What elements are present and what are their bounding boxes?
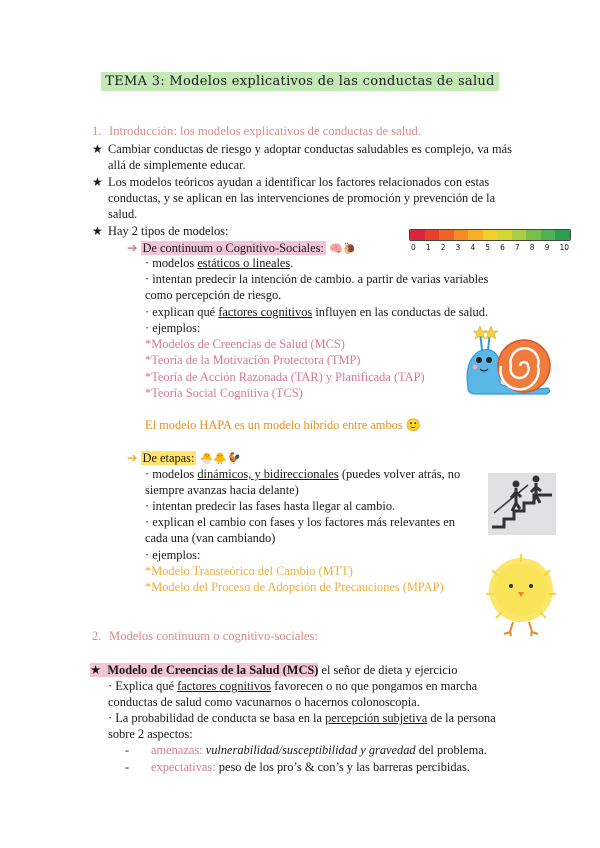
continuum-l3-post: influyen en las conductas de salud. — [312, 305, 489, 319]
stages-example-2: *Modelo del Proceso de Adopción de Precauciones (MPAP) — [145, 580, 444, 594]
scale-numbers — [409, 243, 571, 252]
mcs-p1-pre: · Explica qué — [108, 679, 178, 693]
bullet-1-line-1: Cambiar conductas de riesgo y adoptar conductas saludables es complejo, va más — [108, 142, 512, 156]
continuum-heading — [127, 240, 356, 256]
star-bullet-icon: ★ — [92, 224, 103, 238]
continuum-example-4: *Teoría Social Cognitiva (TCS) — [145, 386, 303, 400]
mcs-p2-pre: · La probabilidad de conducta se basa en la — [108, 711, 326, 725]
mcs-line — [90, 662, 457, 678]
arrow-right-icon: ➔ — [127, 241, 138, 255]
continuum-l1-underlined: estáticos o lineales — [197, 256, 291, 270]
section-1-number: 1. — [92, 124, 102, 138]
mcs-p2 — [108, 711, 496, 726]
mcs-dash-2 — [125, 760, 470, 775]
scale-segment — [439, 230, 454, 240]
mcs-dash-1 — [125, 743, 487, 758]
dash-bullet: - — [125, 760, 130, 774]
continuum-line-2b: como percepción de riesgo. — [145, 288, 282, 302]
scale-number: 9 — [544, 243, 550, 252]
stages-l1-pre: · modelos — [145, 467, 198, 481]
continuum-line-3 — [145, 305, 488, 320]
section-2-title: Modelos continuum o cognitivo-sociales: — [109, 629, 318, 643]
hapa-note: El modelo HAPA es un modelo híbrido entre ambos 🙂 — [145, 418, 422, 432]
expectations-post: peso de los pro’s & con’s y las barreras percibidas. — [215, 760, 470, 774]
bullet-2-line-2: conductas, y se aplican en las intervenciones de promoción y prevención de la — [108, 191, 496, 205]
continuum-l1-pre: · modelos — [145, 256, 198, 270]
mcs-p2b: sobre 2 aspectos: — [108, 727, 193, 741]
mcs-p1b: conductas de salud como vacunarnos o hacernos colonoscopia. — [108, 695, 420, 709]
continuum-line-2a: · intentan predecir la intención de cambio. a partir de varias variables — [145, 272, 489, 286]
continuum-l3-pre: · explican qué — [145, 305, 219, 319]
stages-example-1: *Modelo Transteórico del Cambio (MTT) — [145, 564, 353, 578]
chicks-emoji: 🐣🐥🐓 — [199, 453, 241, 465]
mcs-p1 — [108, 679, 477, 694]
continuum-l1-post: . — [290, 256, 294, 270]
threats-label: amenazas: — [151, 743, 203, 757]
dash-bullet: - — [125, 743, 130, 757]
scale-number: 7 — [514, 243, 520, 252]
scale-number: 0 — [411, 243, 416, 252]
mcs-p1-post: favorecen o no que pongamos en marcha — [271, 679, 478, 693]
scale-segment — [541, 230, 556, 240]
continuum-example-3: *Teoría de Acción Razonada (TAR) y Planificada (TAP) — [145, 370, 425, 384]
bullet-2-line-3: salud. — [108, 207, 138, 221]
stages-line-1b: siempre avanzas hacia delante) — [145, 483, 299, 497]
scale-number: 1 — [425, 243, 431, 252]
scale-segment — [425, 230, 440, 240]
section-1-title: Introducción: los modelos explicativos de conductas de salud. — [109, 124, 421, 138]
bullet-2-line-1: Los modelos teóricos ayudan a identificar los factores relacionados con estas — [108, 175, 490, 189]
stages-heading — [127, 450, 241, 466]
continuum-example-2: *Teoría de la Motivación Protectora (TMP) — [145, 353, 361, 367]
star-bullet-icon: ★ — [92, 175, 103, 189]
mcs-p1-underlined: factores cognitivos — [177, 679, 272, 693]
scale-color-bar — [409, 229, 571, 241]
scale-segment — [483, 230, 498, 240]
star-bullet-icon: ★ — [90, 663, 102, 677]
stages-line-4: · ejemplos: — [145, 548, 201, 562]
snail-icon — [460, 322, 556, 398]
stages-label: De etapas: — [142, 451, 195, 465]
scale-number: 10 — [559, 243, 569, 252]
threats-post: del problema. — [415, 743, 487, 757]
stages-l1-post: (puedes volver atrás, no — [338, 467, 461, 481]
threats-italic: vulnerabilidad/susceptibilidad y gravedad — [202, 743, 416, 757]
scale-segment — [526, 230, 541, 240]
scale-number: 2 — [440, 243, 446, 252]
stages-line-3a: · explican el cambio con fases y los factores más relevantes en — [145, 515, 455, 529]
scale-segment — [468, 230, 483, 240]
scale-number: 3 — [455, 243, 461, 252]
scale-segment — [555, 230, 570, 240]
chick-icon — [480, 550, 562, 638]
stages-l1-underlined: dinámicos, y bidireccionales — [197, 467, 339, 481]
arrow-right-icon: ➔ — [127, 451, 138, 465]
scale-number: 5 — [485, 243, 490, 252]
scale-segment — [497, 230, 512, 240]
scale-segment — [454, 230, 469, 240]
section-2-heading — [92, 629, 318, 644]
continuum-label: De continuum o Cognitivo-Sociales: — [142, 241, 324, 255]
scale-number: 6 — [500, 243, 505, 252]
mcs-p2-post: de la persona — [427, 711, 496, 725]
section-1-heading — [92, 124, 421, 139]
mcs-p2-underlined: percepción subjetiva — [325, 711, 428, 725]
stairs-icon — [488, 473, 556, 535]
continuum-l3-underlined: factores cognitivos — [218, 305, 313, 319]
section-2-number: 2. — [92, 629, 102, 643]
scale-segment — [410, 230, 425, 240]
mcs-post: el señor de dieta y ejercicio — [318, 663, 458, 677]
page-title: TEMA 3: Modelos explicativos de las conductas de salud — [101, 72, 498, 91]
continuum-example-1: *Modelos de Creencias de Salud (MCS) — [145, 337, 345, 351]
bullet-1-line-2: allá de simplemente educar. — [108, 158, 246, 172]
stages-line-3b: cada una (van cambiando) — [145, 531, 276, 545]
stages-line-1 — [145, 467, 460, 482]
scale-segment — [512, 230, 527, 240]
scale-number: 8 — [529, 243, 535, 252]
continuum-line-4: · ejemplos: — [145, 321, 201, 335]
scale-number: 4 — [470, 243, 476, 252]
mcs-label: Modelo de Creencias de la Salud (MCS) — [107, 663, 319, 677]
expectations-label: expectativas: — [151, 760, 216, 774]
continuum-line-1 — [145, 256, 293, 271]
pain-scale — [409, 229, 571, 255]
star-bullet-icon: ★ — [92, 142, 103, 156]
bullet-3-text: Hay 2 tipos de modelos: — [108, 224, 229, 238]
brain-snail-emoji: 🧠🐌 — [328, 243, 357, 255]
stages-line-2: · intentan predecir las fases hasta llegar al cambio. — [145, 499, 396, 513]
mcs-highlight — [90, 663, 318, 677]
page-title-container — [0, 74, 600, 89]
